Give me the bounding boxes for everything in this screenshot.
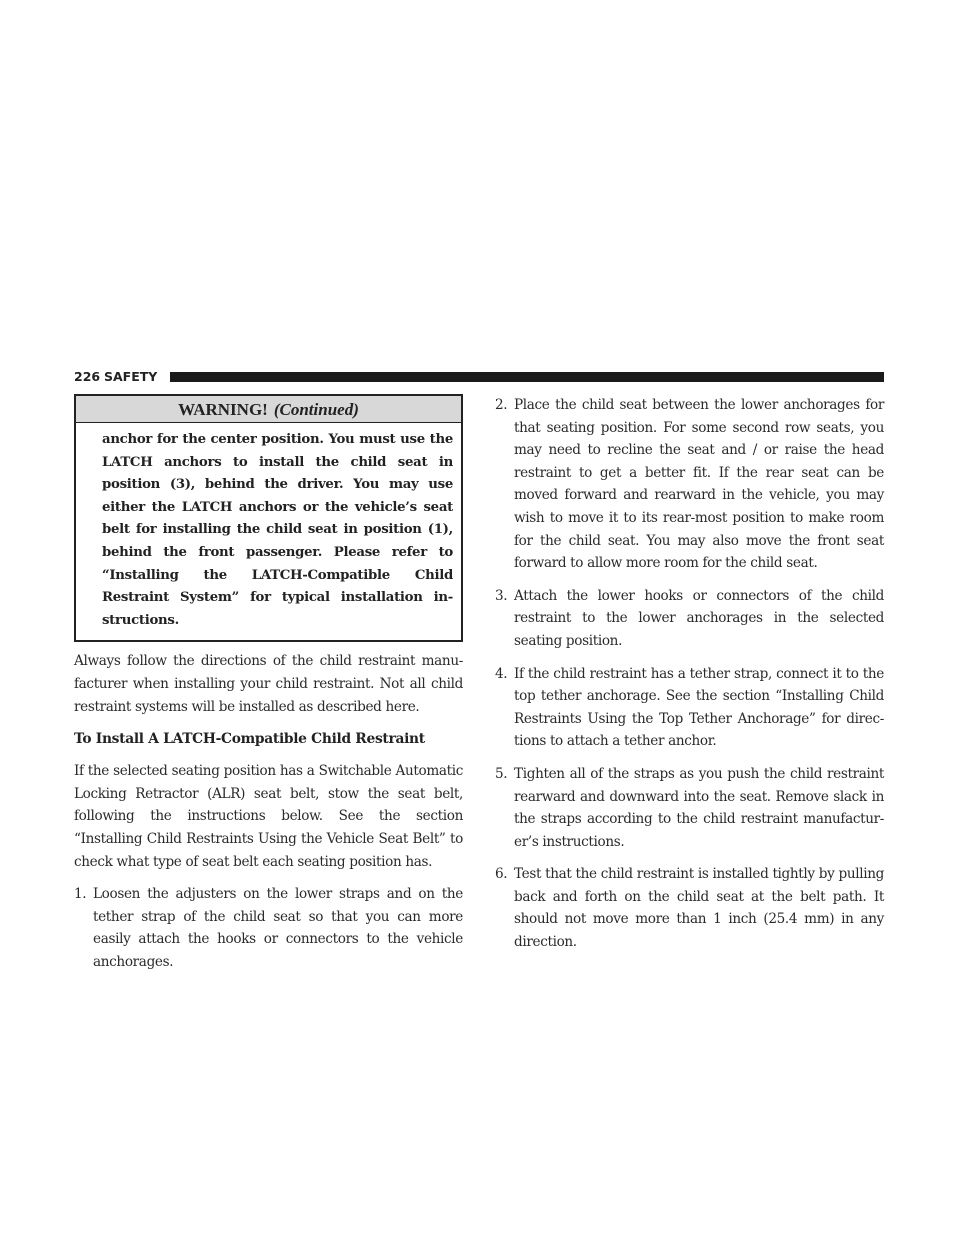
header-rule bbox=[170, 372, 884, 382]
section-title: SAFETY bbox=[104, 369, 158, 384]
warning-header bbox=[76, 396, 461, 423]
step-4 bbox=[495, 663, 884, 753]
step-number: 2. bbox=[495, 397, 508, 413]
step-2 bbox=[495, 394, 884, 575]
step-number: 1. bbox=[74, 886, 87, 903]
step-text: Tighten all of the straps as you push the child restraint rearward and downward into the seat. Remove slack in the straps according to the child restraint manufactur-er’s instructions. bbox=[514, 765, 884, 850]
step-3 bbox=[495, 585, 884, 653]
step-1 bbox=[74, 883, 463, 973]
warning-box bbox=[74, 394, 463, 642]
intro-paragraph: Always follow the directions of the child restraint manu-facturer when installing your child restraint. Not all child restraint systems will be installed as described here. bbox=[74, 653, 463, 715]
step-5 bbox=[495, 763, 884, 853]
step-number: 6. bbox=[495, 866, 508, 883]
right-column bbox=[495, 394, 884, 954]
step-text: Test that the child restraint is installed tightly by pulling back and forth on the child seat at the belt path. It should not move more than 1 inch (25.4 mm) in any direction. bbox=[514, 866, 884, 951]
step-text: Loosen the adjusters on the lower straps and on the tether strap of the child seat so that you can more easily attach the hooks or connectors to the vehicle anchorages. bbox=[93, 886, 463, 970]
warning-title: WARNING! bbox=[178, 400, 268, 419]
step-text: If the child restraint has a tether strap, connect it to the top tether anchorage. See the section “Installing Child Restraints Using the Top Tether Anchorage” for direc-tions to attach a tether anchor. bbox=[514, 665, 884, 750]
step-text: Attach the lower hooks or connectors of the child restraint to the lower anchorages in the selected seating position. bbox=[514, 587, 884, 649]
warning-text: anchor for the center position. You must use the LATCH anchors to install the child seat in position (3), behind the driver. You may use either the LATCH anchors or the vehicle’s seat belt for installing the child seat in position (1), behind the front passenger. Please refer to “Installing the LATCH-Compatible Child Restraint System” for typical installation in-structions. bbox=[102, 432, 453, 628]
section-heading: To Install A LATCH-Compatible Child Restraint bbox=[74, 731, 425, 748]
step-number: 5. bbox=[495, 765, 508, 782]
left-column bbox=[74, 394, 463, 973]
page-header bbox=[74, 367, 884, 387]
step-number: 3. bbox=[495, 587, 508, 604]
step-text: Place the child seat between the lower anchorages for that seating position. For some second row seats, you may need to recline the seat and / or raise the head restraint to get a better fit. If the rear seat can be moved forward and rearward in the vehicle, you may wish to move it to its rear-most position to make room for the child seat. You may also move the front seat forward to allow more room for the child seat. bbox=[514, 397, 884, 572]
step-6 bbox=[495, 863, 884, 953]
body-paragraph: If the selected seating position has a Switchable Automatic Locking Retractor (ALR) seat belt, stow the seat belt, following the instructions below. See the section “Installing Child Restraints Using the Vehicle Seat Belt” to check what type of seat belt each seating position has. bbox=[74, 763, 463, 870]
page-number: 226 bbox=[74, 369, 101, 384]
step-number: 4. bbox=[495, 665, 508, 682]
warning-continued: (Continued) bbox=[273, 400, 359, 419]
